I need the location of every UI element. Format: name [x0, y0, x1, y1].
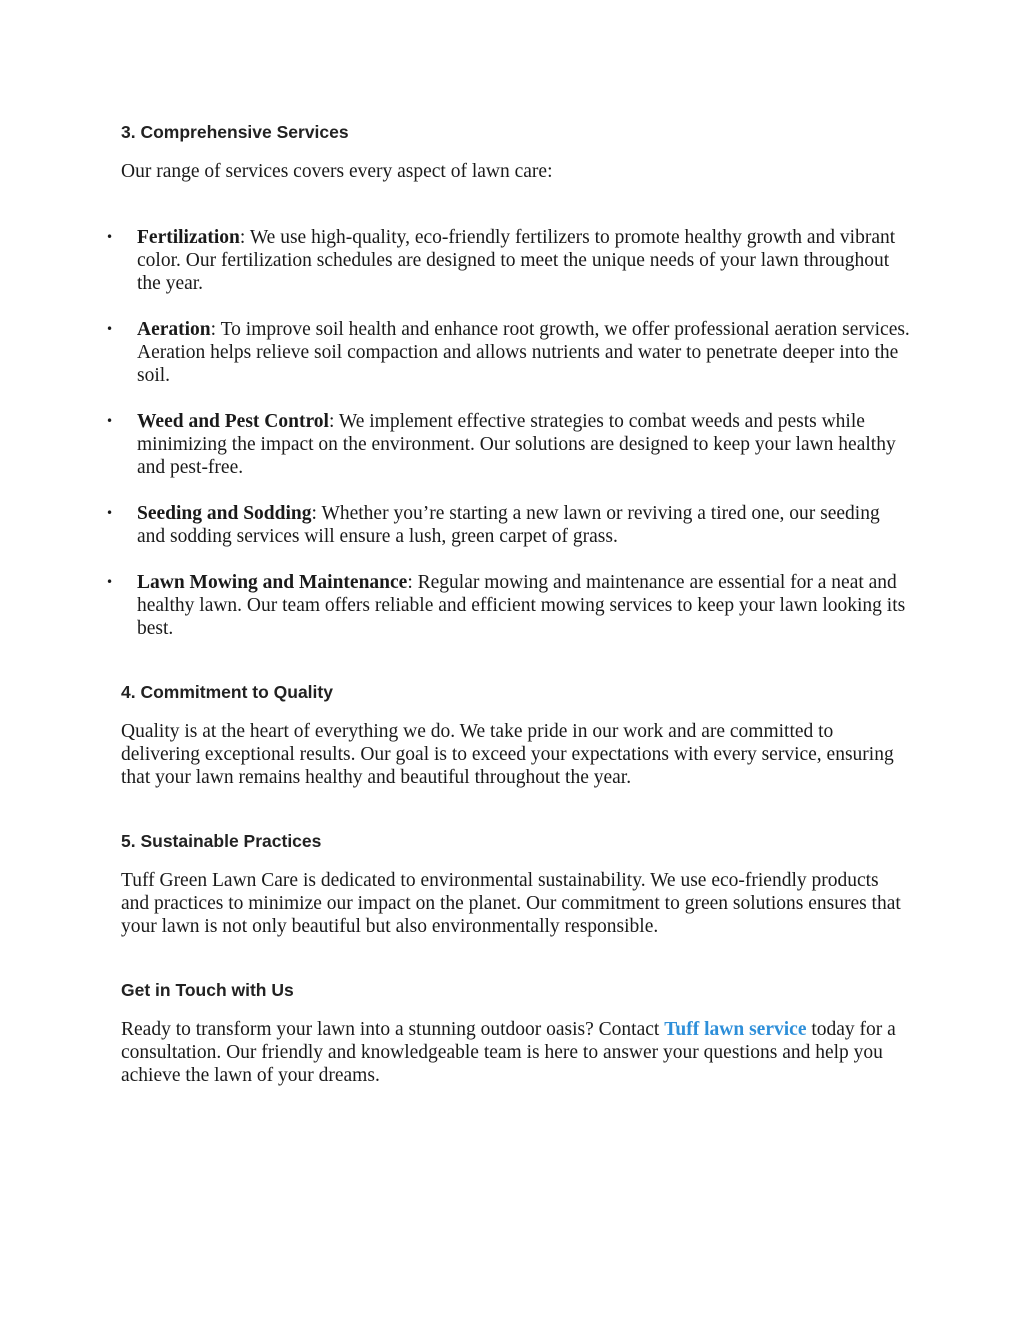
services-list: [106, 226, 911, 640]
heading-comprehensive-services: 3. Comprehensive Services: [121, 122, 349, 142]
bullet-icon: •: [106, 414, 114, 428]
contact-text-after: today for a consultation. Our friendly and knowledgeable team is here to answer your questions and help you achieve the lawn of your dreams.: [121, 1019, 896, 1086]
heading-commitment-to-quality: 4. Commitment to Quality: [121, 682, 333, 702]
service-description: : Whether you’re starting a new lawn or reviving a tired one, our seeding and sodding services will ensure a lush, green carpet of grass.: [137, 503, 880, 547]
service-title: Seeding and Sodding: [137, 503, 312, 524]
bullet-icon: •: [106, 322, 114, 336]
service-description: : We implement effective strategies to combat weeds and pests while minimizing the impact on the environment. Our solutions are designed to keep your lawn healthy and pest-free.: [137, 411, 896, 478]
bullet-icon: •: [106, 230, 114, 244]
service-title: Weed and Pest Control: [137, 411, 329, 432]
sustainable-paragraph: Tuff Green Lawn Care is dedicated to environmental sustainability. We use eco-friendly products and practices to minimize our impact on the planet. Our commitment to green solutions ensures that your lawn is not only beautiful but also environmentally responsible.: [121, 870, 901, 937]
service-title: Fertilization: [137, 227, 240, 248]
bullet-icon: •: [106, 575, 114, 589]
service-title: Lawn Mowing and Maintenance: [137, 572, 408, 593]
service-title: Aeration: [137, 319, 211, 340]
list-item-aeration: [106, 318, 911, 387]
contact-text-before: Ready to transform your lawn into a stunning outdoor oasis? Contact: [121, 1019, 665, 1040]
service-description: : Regular mowing and maintenance are essential for a neat and healthy lawn. Our team offers reliable and efficient mowing services to keep your lawn looking its best.: [137, 572, 906, 639]
heading-sustainable-practices: 5. Sustainable Practices: [121, 831, 322, 851]
services-intro: Our range of services covers every aspect of lawn care:: [121, 161, 553, 182]
tuff-lawn-service-link[interactable]: Tuff lawn service: [664, 1019, 807, 1040]
contact-paragraph: [121, 1018, 911, 1087]
list-item-fertilization: [106, 226, 911, 295]
service-description: : To improve soil health and enhance root growth, we offer professional aeration services. Aeration helps relieve soil compaction and allows nutrients and water to penetrate deeper into the soil.: [137, 319, 910, 386]
list-item-seeding-sodding: [106, 502, 911, 548]
quality-paragraph: Quality is at the heart of everything we do. We take pride in our work and are committed to delivering exceptional results. Our goal is to exceed your expectations with every service, ensuring that your lawn remains healthy and beautiful throughout the year.: [121, 721, 894, 788]
service-description: : We use high-quality, eco-friendly fertilizers to promote healthy growth and vibrant color. Our fertilization schedules are designed to meet the unique needs of your lawn throughout the year.: [137, 227, 896, 294]
list-item-weed-pest-control: [106, 410, 911, 479]
heading-get-in-touch: Get in Touch with Us: [121, 980, 294, 1000]
list-item-lawn-mowing: [106, 571, 911, 640]
bullet-icon: •: [106, 506, 114, 520]
document-page: [106, 118, 911, 1087]
